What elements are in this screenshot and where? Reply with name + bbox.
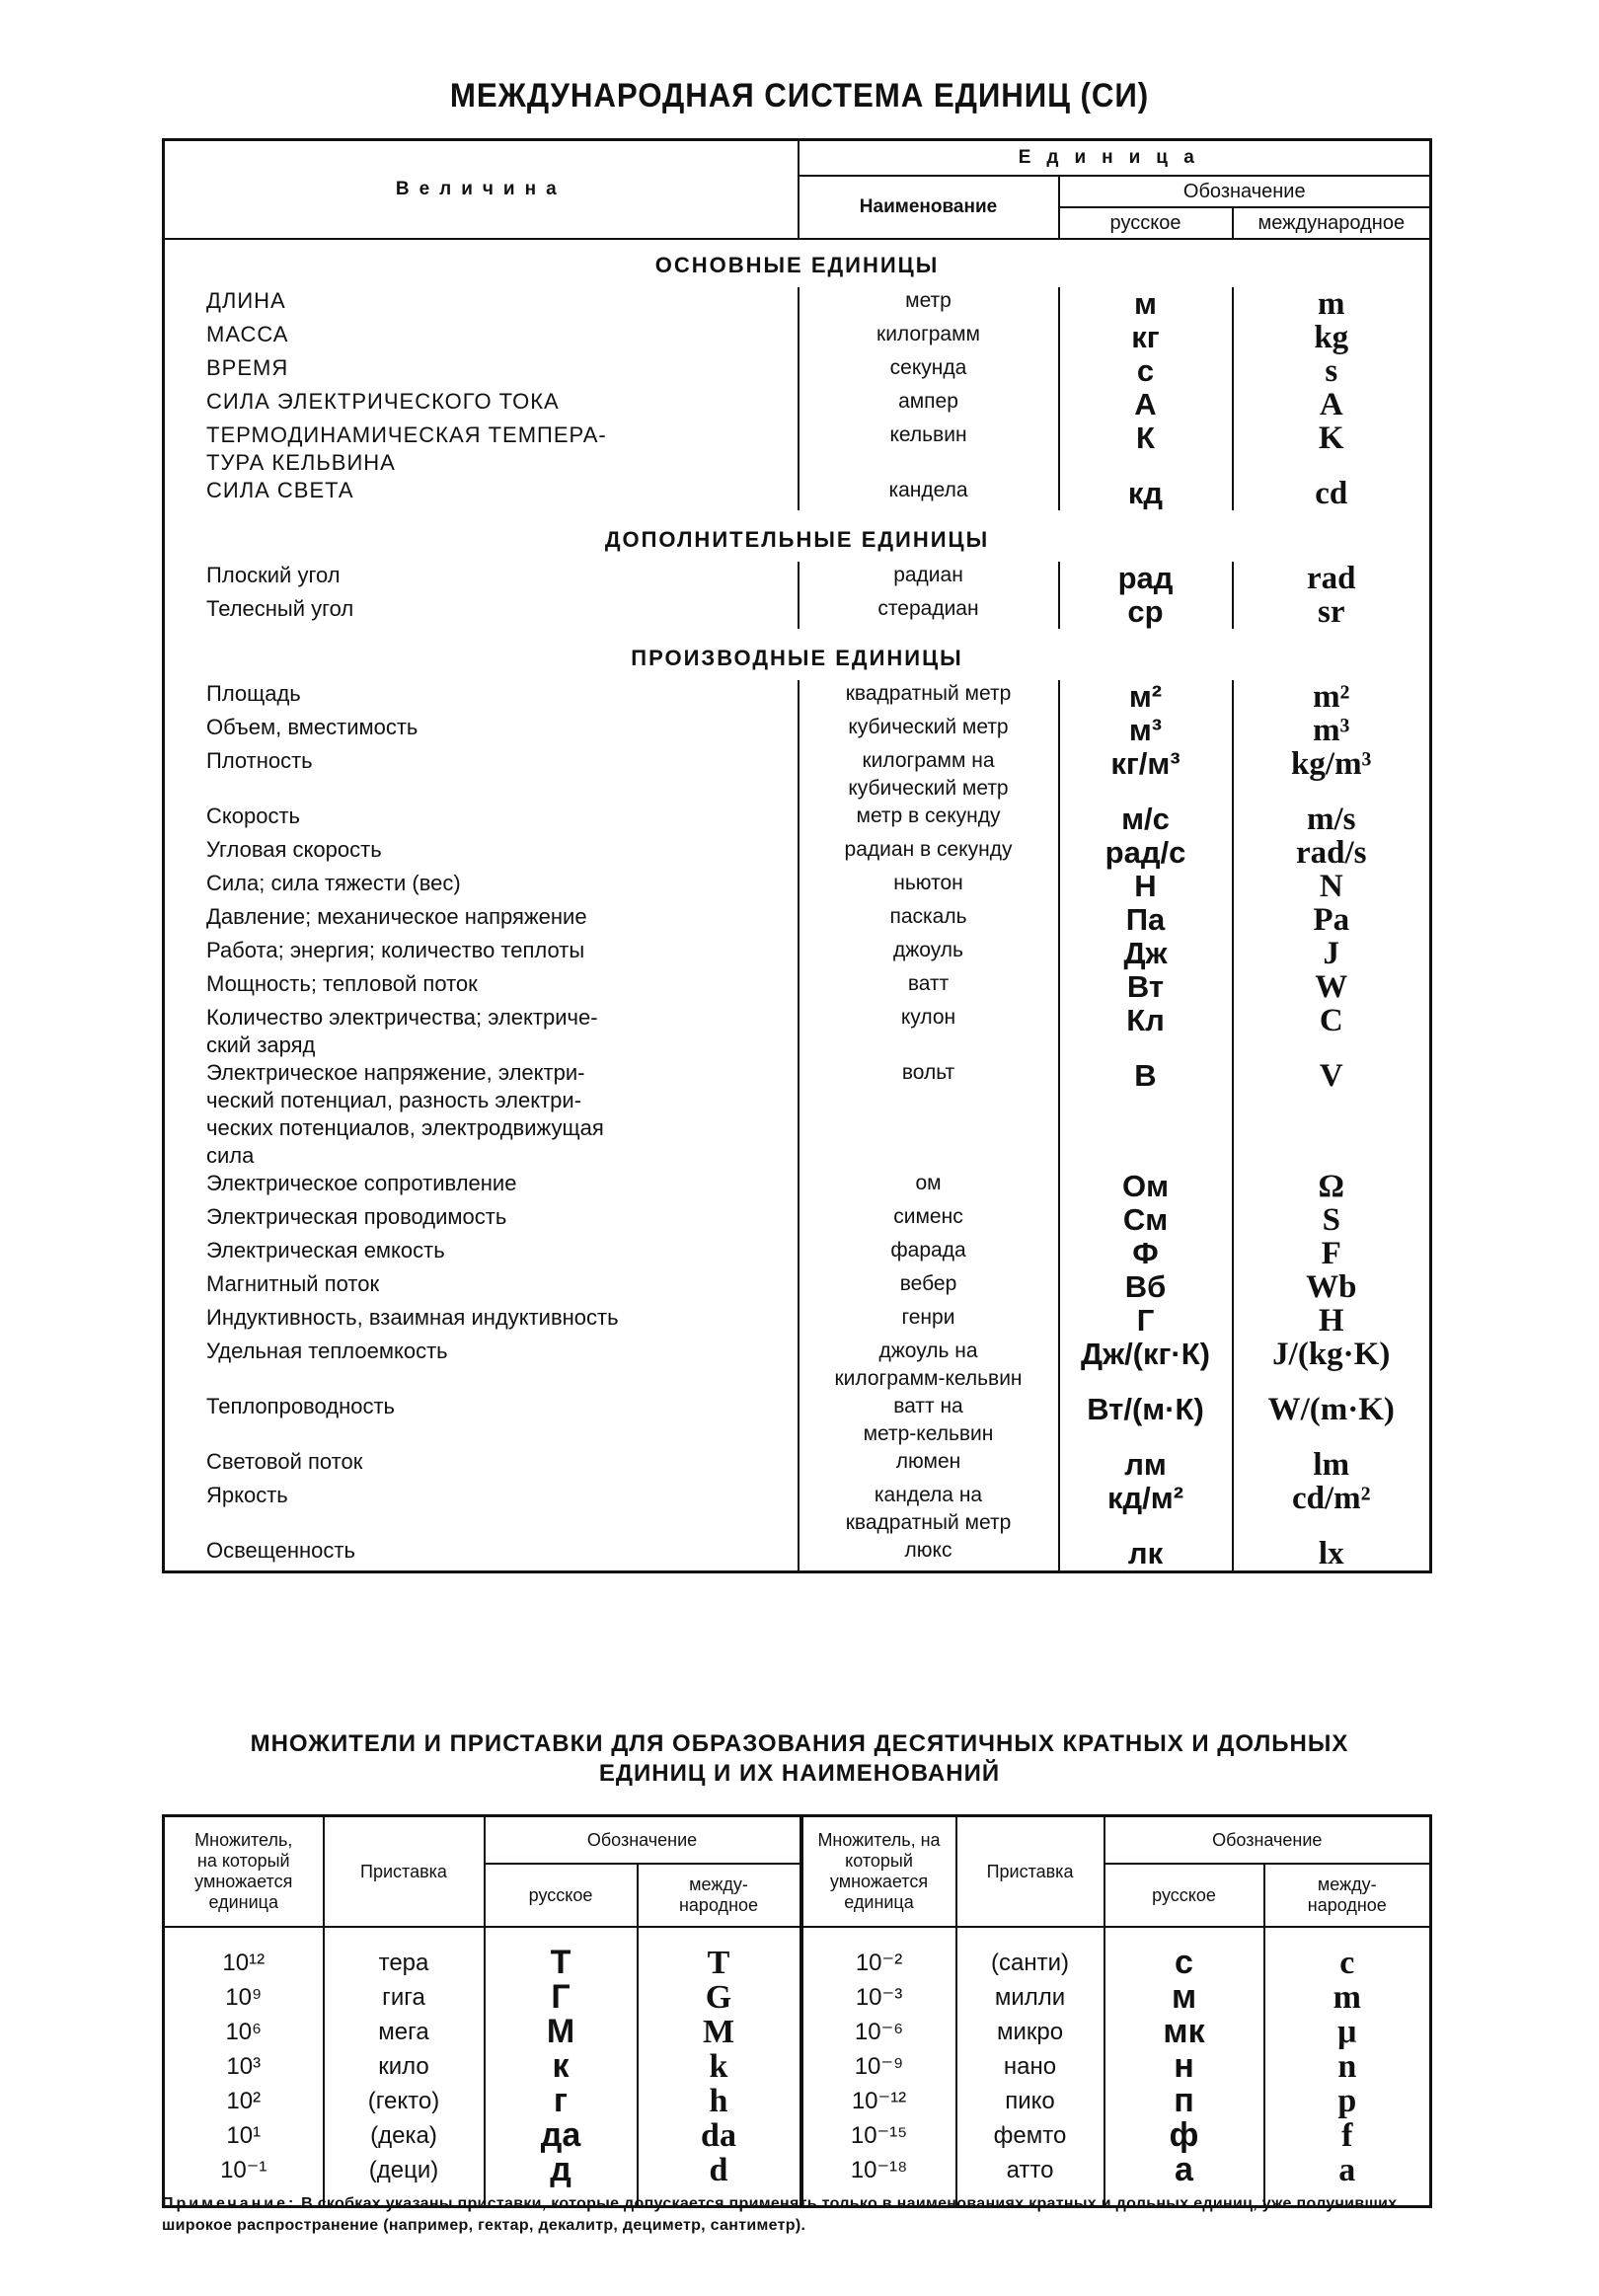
multiplier-cell: 10⁻¹: [220, 2157, 267, 2183]
unit-name-cell: джоуль: [799, 937, 1059, 970]
unit-name-cell: фарада: [799, 1237, 1059, 1270]
quantity-cell: ВРЕМЯ: [206, 355, 289, 380]
russian-symbol-cell: Ом: [1059, 1170, 1233, 1203]
unit-name-cell: кулон: [799, 1004, 1059, 1059]
international-symbol-cell: J/(kg·K): [1233, 1338, 1431, 1393]
international-symbol-cell: H: [1233, 1304, 1431, 1338]
russian-symbol-cell: Вт/(м·К): [1059, 1393, 1233, 1448]
international-symbol-cell: V: [1233, 1059, 1431, 1170]
unit-name-cell: вебер: [799, 1270, 1059, 1304]
prefix-russian-cell: д: [485, 2153, 638, 2187]
multiplier-cell: 10⁻¹²: [801, 2084, 956, 2118]
unit-row: [164, 870, 1431, 903]
international-symbol-cell: lx: [1233, 1537, 1431, 1572]
unit-name-cell: кельвин: [799, 421, 1059, 477]
international-symbol-cell: cd/m²: [1233, 1482, 1431, 1537]
international-symbol-cell: kg/m³: [1233, 747, 1431, 803]
international-symbol-cell: s: [1233, 354, 1431, 388]
quantity-cell: Индуктивность, взаимная индуктивность: [206, 1305, 619, 1330]
unit-name-cell: паскаль: [799, 903, 1059, 937]
unit-row: [164, 1448, 1431, 1482]
prefix-international-cell: d: [638, 2153, 801, 2187]
prefix-international-cell: k: [638, 2049, 801, 2084]
prefix-header-right: Приставка: [956, 1816, 1104, 1928]
prefix-international-cell: a: [1264, 2153, 1431, 2187]
international-symbol-cell: F: [1233, 1237, 1431, 1270]
multiplier-cell: 10⁻⁹: [801, 2049, 956, 2084]
international-symbol-cell: m: [1233, 287, 1431, 321]
section-title: ОСНОВНЫЕ ЕДИНИЦЫ: [654, 253, 940, 277]
prefix-russian-cell: н: [1104, 2049, 1264, 2084]
multiplier-header-left: Множитель, на который умножается единица: [164, 1816, 324, 1928]
prefix-international-cell: da: [638, 2118, 801, 2153]
unit-name-cell: джоуль на килограмм-кельвин: [799, 1338, 1059, 1393]
prefix-cell: нано: [956, 2049, 1104, 2084]
prefix-table: [162, 1814, 1432, 2208]
unit-name-cell: вольт: [799, 1059, 1059, 1170]
prefix-international-cell: T: [638, 1946, 801, 1980]
quantity-cell: Телесный угол: [206, 596, 354, 621]
unit-row: [164, 970, 1431, 1004]
unit-row: [164, 1338, 1431, 1393]
quantity-cell: ДЛИНА: [206, 288, 286, 313]
multiplier-cell: 10⁹: [225, 1984, 263, 2011]
prefix-row: [164, 1980, 1431, 2015]
russian-symbol-cell: рад: [1059, 562, 1233, 595]
international-symbol-cell: W: [1233, 970, 1431, 1004]
unit-name-cell: килограмм: [799, 321, 1059, 354]
prefix-russian-cell: а: [1104, 2153, 1264, 2187]
unit-row: [164, 321, 1431, 354]
designation-header-right: Обозначение: [1104, 1816, 1431, 1865]
unit-row: [164, 354, 1431, 388]
russian-header-right: русское: [1104, 1864, 1264, 1927]
unit-row: [164, 1304, 1431, 1338]
russian-header-left: русское: [485, 1864, 638, 1927]
international-symbol-cell: N: [1233, 870, 1431, 903]
unit-name-cell: метр: [799, 287, 1059, 321]
quantity-cell: СИЛА ЭЛЕКТРИЧЕСКОГО ТОКА: [206, 389, 560, 414]
quantity-cell: Плотность: [206, 748, 313, 773]
russian-symbol-cell: Г: [1059, 1304, 1233, 1338]
si-units-table: [162, 138, 1432, 1573]
quantity-cell: Объем, вместимость: [206, 715, 419, 739]
footnote-text: В скобках указаны приставки, которые допускается применять только в наименованиях кратных и дольных единиц, уже получивших широкое распространение (например, гектар, декалитр, дециметр, сантиметр).: [162, 2195, 1398, 2234]
international-symbol-cell: sr: [1233, 595, 1431, 629]
prefix-international-cell: G: [638, 1980, 801, 2015]
russian-symbol-cell: Н: [1059, 870, 1233, 903]
footnote: [162, 2193, 1435, 2237]
prefix-cell: милли: [956, 1980, 1104, 2015]
quantity-cell: Работа; энергия; количество теплоты: [206, 938, 585, 962]
quantity-cell: Площадь: [206, 681, 301, 706]
prefix-cell: фемто: [956, 2118, 1104, 2153]
unit-row: [164, 1482, 1431, 1537]
unit-row: [164, 1203, 1431, 1237]
unit-row: [164, 803, 1431, 836]
international-symbol-cell: lm: [1233, 1448, 1431, 1482]
multiplier-cell: 10⁻¹⁸: [801, 2153, 956, 2187]
prefix-russian-cell: с: [1104, 1946, 1264, 1980]
prefix-row: [164, 2118, 1431, 2153]
unit-name-cell: люмен: [799, 1448, 1059, 1482]
prefix-cell: гига: [324, 1980, 485, 2015]
russian-symbol-cell: См: [1059, 1203, 1233, 1237]
international-symbol-cell: rad: [1233, 562, 1431, 595]
prefix-cell: пико: [956, 2084, 1104, 2118]
russian-symbol-cell: Вт: [1059, 970, 1233, 1004]
prefix-international-cell: M: [638, 2015, 801, 2049]
prefix-russian-cell: М: [485, 2015, 638, 2049]
unit-name-cell: ватт на метр-кельвин: [799, 1393, 1059, 1448]
quantity-cell: Плоский угол: [206, 563, 341, 587]
unit-row: [164, 937, 1431, 970]
prefix-row: [164, 2015, 1431, 2049]
prefix-international-cell: μ: [1264, 2015, 1431, 2049]
unit-row: [164, 477, 1431, 510]
quantity-cell: СИЛА СВЕТА: [206, 478, 354, 502]
international-symbol-cell: K: [1233, 421, 1431, 477]
quantity-cell: Скорость: [206, 804, 301, 828]
multiplier-cell: 10¹: [226, 2122, 262, 2149]
prefix-russian-cell: да: [485, 2118, 638, 2153]
unit-row: [164, 903, 1431, 937]
unit-row: [164, 1004, 1431, 1059]
prefix-row: [164, 1946, 1431, 1980]
prefix-cell: (санти): [956, 1946, 1104, 1980]
unit-row: [164, 1270, 1431, 1304]
russian-header: русское: [1059, 207, 1233, 239]
prefix-cell: мега: [324, 2015, 485, 2049]
prefix-international-cell: p: [1264, 2084, 1431, 2118]
russian-symbol-cell: рад/с: [1059, 836, 1233, 870]
prefix-cell: (гекто): [324, 2084, 485, 2118]
unit-name-cell: радиан в секунду: [799, 836, 1059, 870]
unit-name-cell: кандела: [799, 477, 1059, 510]
prefix-row: [164, 2153, 1431, 2187]
international-symbol-cell: cd: [1233, 477, 1431, 510]
prefix-russian-cell: п: [1104, 2084, 1264, 2118]
quantity-cell: Удельная теплоемкость: [206, 1339, 448, 1363]
quantity-cell: Электрическая проводимость: [206, 1204, 507, 1229]
prefix-gap: [164, 1927, 1431, 1946]
prefix-international-cell: c: [1264, 1946, 1431, 1980]
prefix-table-title: МНОЖИТЕЛИ И ПРИСТАВКИ ДЛЯ ОБРАЗОВАНИЯ ДЕСЯТИЧНЫХ КРАТНЫХ И ДОЛЬНЫХ ЕДИНИЦ И ИХ НАИМЕНОВАНИЙ: [250, 1730, 1349, 1787]
russian-symbol-cell: м²: [1059, 680, 1233, 714]
unit-header: Единица: [799, 140, 1431, 177]
unit-row: [164, 714, 1431, 747]
prefix-cell: (деци): [324, 2153, 485, 2187]
international-symbol-cell: kg: [1233, 321, 1431, 354]
russian-symbol-cell: Кл: [1059, 1004, 1233, 1059]
international-symbol-cell: Wb: [1233, 1270, 1431, 1304]
prefix-cell: кило: [324, 2049, 485, 2084]
unit-name-cell: генри: [799, 1304, 1059, 1338]
prefix-russian-cell: к: [485, 2049, 638, 2084]
quantity-cell: Давление; механическое напряжение: [206, 904, 587, 929]
prefix-russian-cell: мк: [1104, 2015, 1264, 2049]
unit-name-cell: квадратный метр: [799, 680, 1059, 714]
unit-name-cell: люкс: [799, 1537, 1059, 1572]
quantity-cell: Количество электричества; электриче- ский заряд: [206, 1005, 598, 1057]
quantity-cell: ТЕРМОДИНАМИЧЕСКАЯ ТЕМПЕРА- ТУРА КЕЛЬВИНА: [206, 422, 607, 475]
unit-row: [164, 1059, 1431, 1170]
russian-symbol-cell: с: [1059, 354, 1233, 388]
unit-name-cell: кубический метр: [799, 714, 1059, 747]
unit-name-cell: секунда: [799, 354, 1059, 388]
international-symbol-cell: m³: [1233, 714, 1431, 747]
international-header: международное: [1233, 207, 1431, 239]
unit-row: [164, 1237, 1431, 1270]
unit-row: [164, 287, 1431, 321]
russian-symbol-cell: лм: [1059, 1448, 1233, 1482]
unit-name-cell: радиан: [799, 562, 1059, 595]
multiplier-cell: 10⁶: [225, 2019, 263, 2045]
multiplier-cell: 10⁻⁶: [801, 2015, 956, 2049]
russian-symbol-cell: Ф: [1059, 1237, 1233, 1270]
name-header: Наименование: [799, 176, 1059, 239]
russian-symbol-cell: А: [1059, 388, 1233, 421]
footnote-label: Примечание:: [162, 2195, 297, 2212]
multiplier-cell: 10³: [226, 2053, 262, 2080]
russian-symbol-cell: м/с: [1059, 803, 1233, 836]
quantity-cell: Световой поток: [206, 1449, 363, 1474]
russian-symbol-cell: кд: [1059, 477, 1233, 510]
section-title: ДОПОЛНИТЕЛЬНЫЕ ЕДИНИЦЫ: [604, 527, 990, 552]
unit-name-cell: ом: [799, 1170, 1059, 1203]
unit-name-cell: ампер: [799, 388, 1059, 421]
prefix-header-left: Приставка: [324, 1816, 485, 1928]
russian-symbol-cell: К: [1059, 421, 1233, 477]
unit-name-cell: метр в секунду: [799, 803, 1059, 836]
quantity-cell: Электрическое напряжение, электри- ческий потенциал, разность электри- ческих потенциалов, электродвижущая сила: [206, 1060, 604, 1168]
international-symbol-cell: A: [1233, 388, 1431, 421]
unit-row: [164, 421, 1431, 477]
unit-row: [164, 1170, 1431, 1203]
unit-name-cell: ньютон: [799, 870, 1059, 903]
quantity-cell: Теплопроводность: [206, 1394, 396, 1418]
international-symbol-cell: W/(m·K): [1233, 1393, 1431, 1448]
multiplier-cell: 10⁻²: [801, 1946, 956, 1980]
unit-name-cell: сименс: [799, 1203, 1059, 1237]
quantity-cell: Электрическое сопротивление: [206, 1171, 517, 1195]
prefix-row: [164, 2084, 1431, 2118]
quantity-cell: Электрическая емкость: [206, 1238, 445, 1263]
russian-symbol-cell: лк: [1059, 1537, 1233, 1572]
quantity-cell: Сила; сила тяжести (вес): [206, 871, 461, 895]
unit-row: [164, 388, 1431, 421]
russian-symbol-cell: Дж: [1059, 937, 1233, 970]
russian-symbol-cell: кг: [1059, 321, 1233, 354]
prefix-russian-cell: Т: [485, 1946, 638, 1980]
russian-symbol-cell: Вб: [1059, 1270, 1233, 1304]
russian-symbol-cell: м³: [1059, 714, 1233, 747]
prefix-international-cell: m: [1264, 1980, 1431, 2015]
prefix-international-cell: f: [1264, 2118, 1431, 2153]
russian-symbol-cell: кд/м²: [1059, 1482, 1233, 1537]
prefix-russian-cell: ф: [1104, 2118, 1264, 2153]
unit-row: [164, 1537, 1431, 1572]
international-symbol-cell: Pa: [1233, 903, 1431, 937]
unit-row: [164, 836, 1431, 870]
unit-name-cell: килограмм на кубический метр: [799, 747, 1059, 803]
section-title: ПРОИЗВОДНЫЕ ЕДИНИЦЫ: [631, 646, 963, 670]
unit-name-cell: ватт: [799, 970, 1059, 1004]
prefix-cell: тера: [324, 1946, 485, 1980]
page-title: МЕЖДУНАРОДНАЯ СИСТЕМА ЕДИНИЦ (СИ): [449, 77, 1150, 115]
multiplier-cell: 10⁻¹⁵: [801, 2118, 956, 2153]
multiplier-cell: 10⁻³: [801, 1980, 956, 2015]
section-header: [164, 239, 1431, 287]
quantity-cell: Магнитный поток: [206, 1271, 380, 1296]
prefix-row: [164, 2049, 1431, 2084]
international-symbol-cell: C: [1233, 1004, 1431, 1059]
international-header-left: между- народное: [638, 1864, 801, 1927]
international-symbol-cell: rad/s: [1233, 836, 1431, 870]
international-header-right: между- народное: [1264, 1864, 1431, 1927]
designation-header: Обозначение: [1059, 176, 1431, 207]
prefix-cell: атто: [956, 2153, 1104, 2187]
multiplier-cell: 10¹²: [222, 1950, 266, 1976]
multiplier-header-right: Множитель, на который умножается единица: [801, 1816, 956, 1928]
international-symbol-cell: m²: [1233, 680, 1431, 714]
russian-symbol-cell: м: [1059, 287, 1233, 321]
unit-name-cell: стерадиан: [799, 595, 1059, 629]
international-symbol-cell: m/s: [1233, 803, 1431, 836]
prefix-cell: микро: [956, 2015, 1104, 2049]
prefix-russian-cell: м: [1104, 1980, 1264, 2015]
international-symbol-cell: Ω: [1233, 1170, 1431, 1203]
russian-symbol-cell: ср: [1059, 595, 1233, 629]
unit-row: [164, 595, 1431, 629]
unit-name-cell: кандела на квадратный метр: [799, 1482, 1059, 1537]
russian-symbol-cell: кг/м³: [1059, 747, 1233, 803]
section-header: [164, 514, 1431, 562]
russian-symbol-cell: Дж/(кг·К): [1059, 1338, 1233, 1393]
quantity-cell: Угловая скорость: [206, 837, 382, 862]
international-symbol-cell: J: [1233, 937, 1431, 970]
prefix-international-cell: h: [638, 2084, 801, 2118]
prefix-russian-cell: г: [485, 2084, 638, 2118]
designation-header-left: Обозначение: [485, 1816, 801, 1865]
unit-row: [164, 1393, 1431, 1448]
international-symbol-cell: S: [1233, 1203, 1431, 1237]
russian-symbol-cell: В: [1059, 1059, 1233, 1170]
quantity-header: Величина: [164, 140, 799, 240]
quantity-cell: Мощность; тепловой поток: [206, 971, 478, 996]
prefix-cell: (дека): [324, 2118, 485, 2153]
russian-symbol-cell: Па: [1059, 903, 1233, 937]
unit-row: [164, 562, 1431, 595]
quantity-cell: Яркость: [206, 1483, 288, 1507]
prefix-russian-cell: Г: [485, 1980, 638, 2015]
multiplier-cell: 10²: [226, 2088, 262, 2114]
section-header: [164, 633, 1431, 680]
unit-row: [164, 680, 1431, 714]
unit-row: [164, 747, 1431, 803]
prefix-international-cell: n: [1264, 2049, 1431, 2084]
quantity-cell: МАССА: [206, 322, 289, 346]
quantity-cell: Освещенность: [206, 1538, 355, 1563]
